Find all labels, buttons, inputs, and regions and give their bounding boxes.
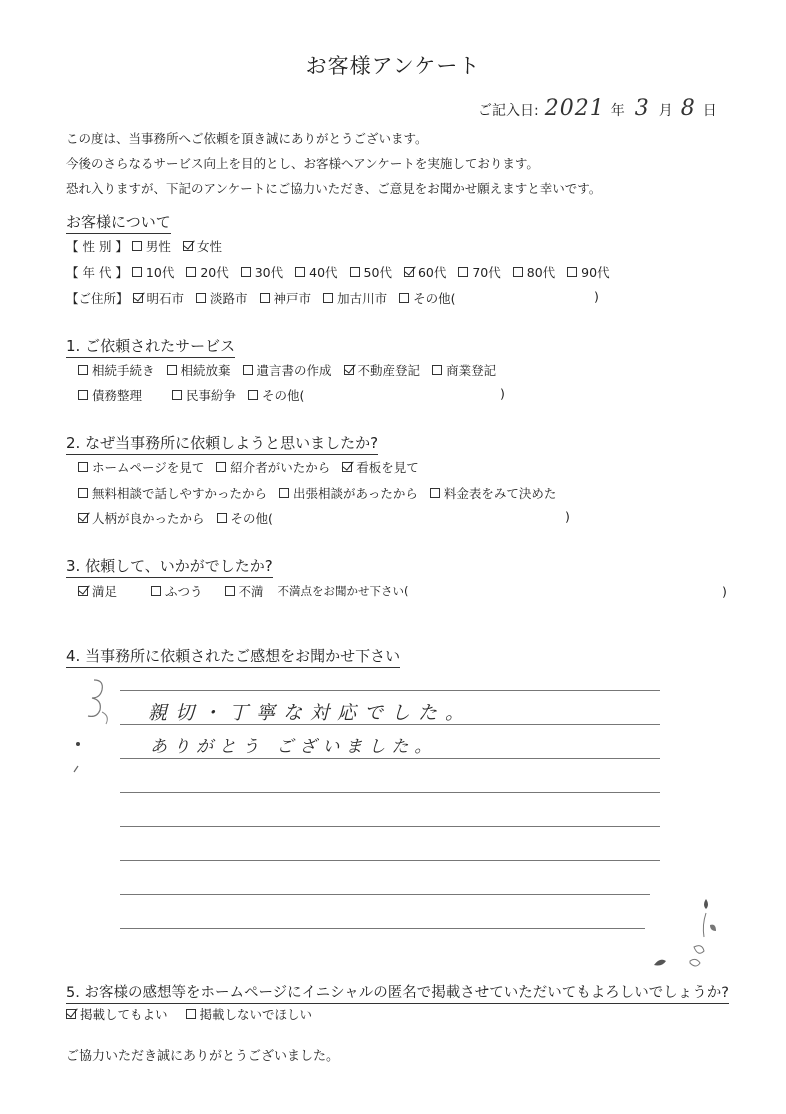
write-line — [120, 758, 660, 759]
q1-other-close: ) — [500, 386, 505, 401]
service-option-other[interactable] — [248, 386, 304, 404]
q3-row — [78, 582, 409, 600]
address-row — [66, 289, 467, 307]
checkbox[interactable] — [172, 390, 182, 400]
gender-option-male[interactable] — [132, 237, 171, 255]
write-line — [120, 690, 660, 691]
checkbox[interactable] — [260, 293, 270, 303]
checkbox-checked[interactable] — [66, 1009, 76, 1019]
option-label: 加古川市 — [337, 291, 388, 306]
option-label: ふつう — [165, 584, 203, 599]
reason-option-other[interactable] — [217, 509, 273, 527]
option-label: ホームページを見て — [92, 460, 205, 475]
closing-message: ご協力いただき誠にありがとうございました。 — [66, 1049, 340, 1064]
option-label: 明石市 — [146, 291, 185, 306]
gender-option-female[interactable] — [183, 237, 222, 255]
checkbox[interactable] — [78, 365, 88, 375]
gender-label: 【 性 別 】 — [66, 239, 128, 254]
q2-heading: 2. なぜ当事務所に依頼しようと思いましたか? — [66, 432, 378, 455]
checkbox[interactable] — [430, 488, 440, 498]
service-option[interactable] — [167, 361, 231, 379]
reason-option[interactable] — [430, 484, 557, 502]
checkbox[interactable] — [132, 267, 142, 277]
service-option[interactable] — [78, 386, 142, 404]
floral-ornament-icon — [72, 672, 116, 782]
q4-heading: 4. 当事務所に依頼されたご感想をお聞かせ下さい — [66, 645, 400, 668]
option-label: 10代 — [145, 265, 175, 280]
option-label: 30代 — [254, 265, 284, 280]
date-month-unit: 月 — [658, 103, 673, 119]
age-option[interactable] — [186, 263, 228, 281]
gender-row — [66, 237, 234, 255]
age-option[interactable] — [567, 263, 609, 281]
satisfaction-option[interactable] — [151, 582, 203, 600]
checkbox[interactable] — [248, 390, 258, 400]
option-label: その他( — [413, 291, 456, 306]
option-label: 看板を見て — [356, 460, 419, 475]
option-label: 神戸市 — [273, 291, 312, 306]
satisfaction-option[interactable] — [225, 582, 264, 600]
checkbox[interactable] — [241, 267, 251, 277]
option-label: 掲載しないでほしい — [199, 1007, 313, 1022]
option-label: その他( — [230, 511, 273, 526]
checkbox[interactable] — [217, 513, 227, 523]
option-label: その他( — [262, 388, 305, 403]
checkbox[interactable] — [513, 267, 523, 277]
age-option[interactable] — [350, 263, 392, 281]
reason-option[interactable] — [342, 458, 419, 476]
checkbox[interactable] — [567, 267, 577, 277]
age-row — [66, 263, 622, 281]
checkbox[interactable] — [78, 390, 88, 400]
option-label: 紹介者がいたから — [230, 460, 331, 475]
option-label: 不満 — [238, 584, 264, 599]
checkbox[interactable] — [243, 365, 253, 375]
checkbox[interactable] — [78, 462, 88, 472]
complaint-prompt: 不満点をお聞かせ下さい( — [277, 584, 409, 598]
option-label: 90代 — [581, 265, 610, 280]
option-label: 不動産登記 — [357, 363, 421, 378]
reason-option[interactable] — [78, 509, 205, 527]
write-line — [120, 928, 645, 929]
address-option-other[interactable] — [399, 289, 455, 307]
option-label: 40代 — [309, 265, 338, 280]
publish-option-no[interactable] — [186, 1005, 313, 1023]
option-label: 50代 — [363, 265, 392, 280]
option-label: 無料相談で話しやすかったから — [92, 486, 268, 501]
option-label: 70代 — [472, 265, 501, 280]
service-option[interactable] — [78, 361, 155, 379]
checkbox[interactable] — [350, 267, 360, 277]
checkbox[interactable] — [151, 586, 161, 596]
option-label: 遺言書の作成 — [256, 363, 332, 378]
q5-row — [66, 1005, 324, 1023]
checkbox[interactable] — [196, 293, 206, 303]
option-label: 商業登記 — [446, 363, 497, 378]
checkbox-checked[interactable] — [342, 462, 352, 472]
service-option[interactable] — [243, 361, 332, 379]
service-option[interactable] — [432, 361, 496, 379]
checkbox-checked[interactable] — [183, 241, 193, 251]
option-label: 満足 — [92, 584, 118, 599]
date-year: 2021 — [544, 96, 605, 121]
checkbox[interactable] — [323, 293, 333, 303]
option-label: 女性 — [196, 239, 222, 254]
publish-option-yes[interactable] — [66, 1005, 168, 1023]
customer-heading: お客様について — [66, 211, 171, 234]
address-option[interactable] — [323, 289, 387, 307]
intro-line-3: 恐れ入りますが、下記のアンケートにご協力いただき、ご意見をお聞かせ願えますと幸いです。 — [66, 181, 602, 196]
checkbox-checked[interactable] — [78, 513, 88, 523]
checkbox[interactable] — [216, 462, 226, 472]
age-option[interactable] — [295, 263, 337, 281]
option-label: 20代 — [200, 265, 229, 280]
q2-row-1 — [78, 458, 431, 476]
checkbox-checked[interactable] — [344, 365, 354, 375]
option-label: 人柄が良かったから — [92, 511, 205, 526]
option-label: 出張相談があったから — [293, 486, 418, 501]
service-option[interactable] — [344, 361, 421, 379]
age-option[interactable] — [404, 263, 446, 281]
checkbox[interactable] — [279, 488, 289, 498]
q1-row-1 — [78, 361, 508, 379]
checkbox[interactable] — [167, 365, 177, 375]
address-option[interactable] — [133, 289, 185, 307]
reason-option[interactable] — [78, 458, 204, 476]
intro-line-2: 今後のさらなるサービス向上を目的とし、お客様へアンケートを実施しております。 — [66, 156, 539, 171]
q2-row-3 — [78, 509, 285, 527]
option-label: 相続手続き — [92, 363, 155, 378]
checkbox[interactable] — [186, 1009, 196, 1019]
date-year-unit: 年 — [610, 103, 625, 119]
checkbox[interactable] — [295, 267, 305, 277]
option-label: 民事紛争 — [186, 388, 237, 403]
reason-option[interactable] — [279, 484, 418, 502]
write-line — [120, 792, 660, 793]
q2-other-close: ) — [565, 509, 570, 524]
q1-heading: 1. ご依頼されたサービス — [66, 335, 235, 358]
satisfaction-option[interactable] — [78, 582, 117, 600]
address-label: 【ご住所】 — [66, 291, 129, 306]
checkbox-checked[interactable] — [404, 267, 414, 277]
age-option[interactable] — [132, 263, 174, 281]
leaf-ornament-icon — [650, 895, 720, 975]
q2-row-2 — [78, 484, 568, 502]
option-label: 淡路市 — [210, 291, 248, 306]
q3-complaint-close: ) — [722, 584, 727, 599]
intro-line-1: この度は、当事務所へご依頼を頂き誠にありがとうございます。 — [66, 131, 428, 146]
checkbox-checked[interactable] — [78, 586, 88, 596]
age-option[interactable] — [458, 263, 500, 281]
q4-answer-line-1: 親切・丁寧な対応でした。 — [148, 702, 473, 724]
checkbox[interactable] — [225, 586, 235, 596]
address-option[interactable] — [260, 289, 312, 307]
age-label: 【 年 代 】 — [66, 265, 128, 280]
option-label: 60代 — [417, 265, 447, 280]
date-label: ご記入日: — [478, 103, 539, 119]
write-line — [120, 826, 660, 827]
option-label: 債務整理 — [92, 388, 143, 403]
age-option[interactable] — [241, 263, 283, 281]
checkbox[interactable] — [458, 267, 468, 277]
checkbox-checked[interactable] — [133, 293, 143, 303]
reason-option[interactable] — [78, 484, 267, 502]
q4-answer-line-2: ありがとう ございました。 — [150, 737, 438, 757]
checkbox[interactable] — [186, 267, 196, 277]
checkbox[interactable] — [132, 241, 142, 251]
option-label: 80代 — [526, 265, 556, 280]
checkbox[interactable] — [432, 365, 442, 375]
date-month: 3 — [634, 96, 649, 121]
page-title: お客様アンケート — [305, 54, 481, 78]
option-label: 相続放棄 — [180, 363, 231, 378]
date-day-unit: 日 — [702, 103, 717, 119]
reason-option[interactable] — [216, 458, 330, 476]
write-line — [120, 860, 660, 861]
service-option[interactable] — [172, 386, 236, 404]
checkbox[interactable] — [399, 293, 409, 303]
option-label: 掲載してもよい — [80, 1007, 168, 1022]
address-other-close: ) — [594, 289, 599, 304]
age-option[interactable] — [513, 263, 555, 281]
write-line — [120, 894, 650, 895]
q5-heading: 5. お客様の感想等をホームページにイニシャルの匿名で掲載させていただいてもよろしいでしょうか? — [66, 981, 729, 1004]
q1-row-2 — [78, 386, 316, 404]
address-option[interactable] — [196, 289, 248, 307]
date-day: 8 — [680, 96, 695, 121]
checkbox[interactable] — [78, 488, 88, 498]
option-label: 料金表をみて決めた — [443, 486, 557, 501]
q3-heading: 3. 依頼して、いかがでしたか? — [66, 555, 273, 578]
option-label: 男性 — [145, 239, 171, 254]
date-field — [478, 96, 717, 121]
